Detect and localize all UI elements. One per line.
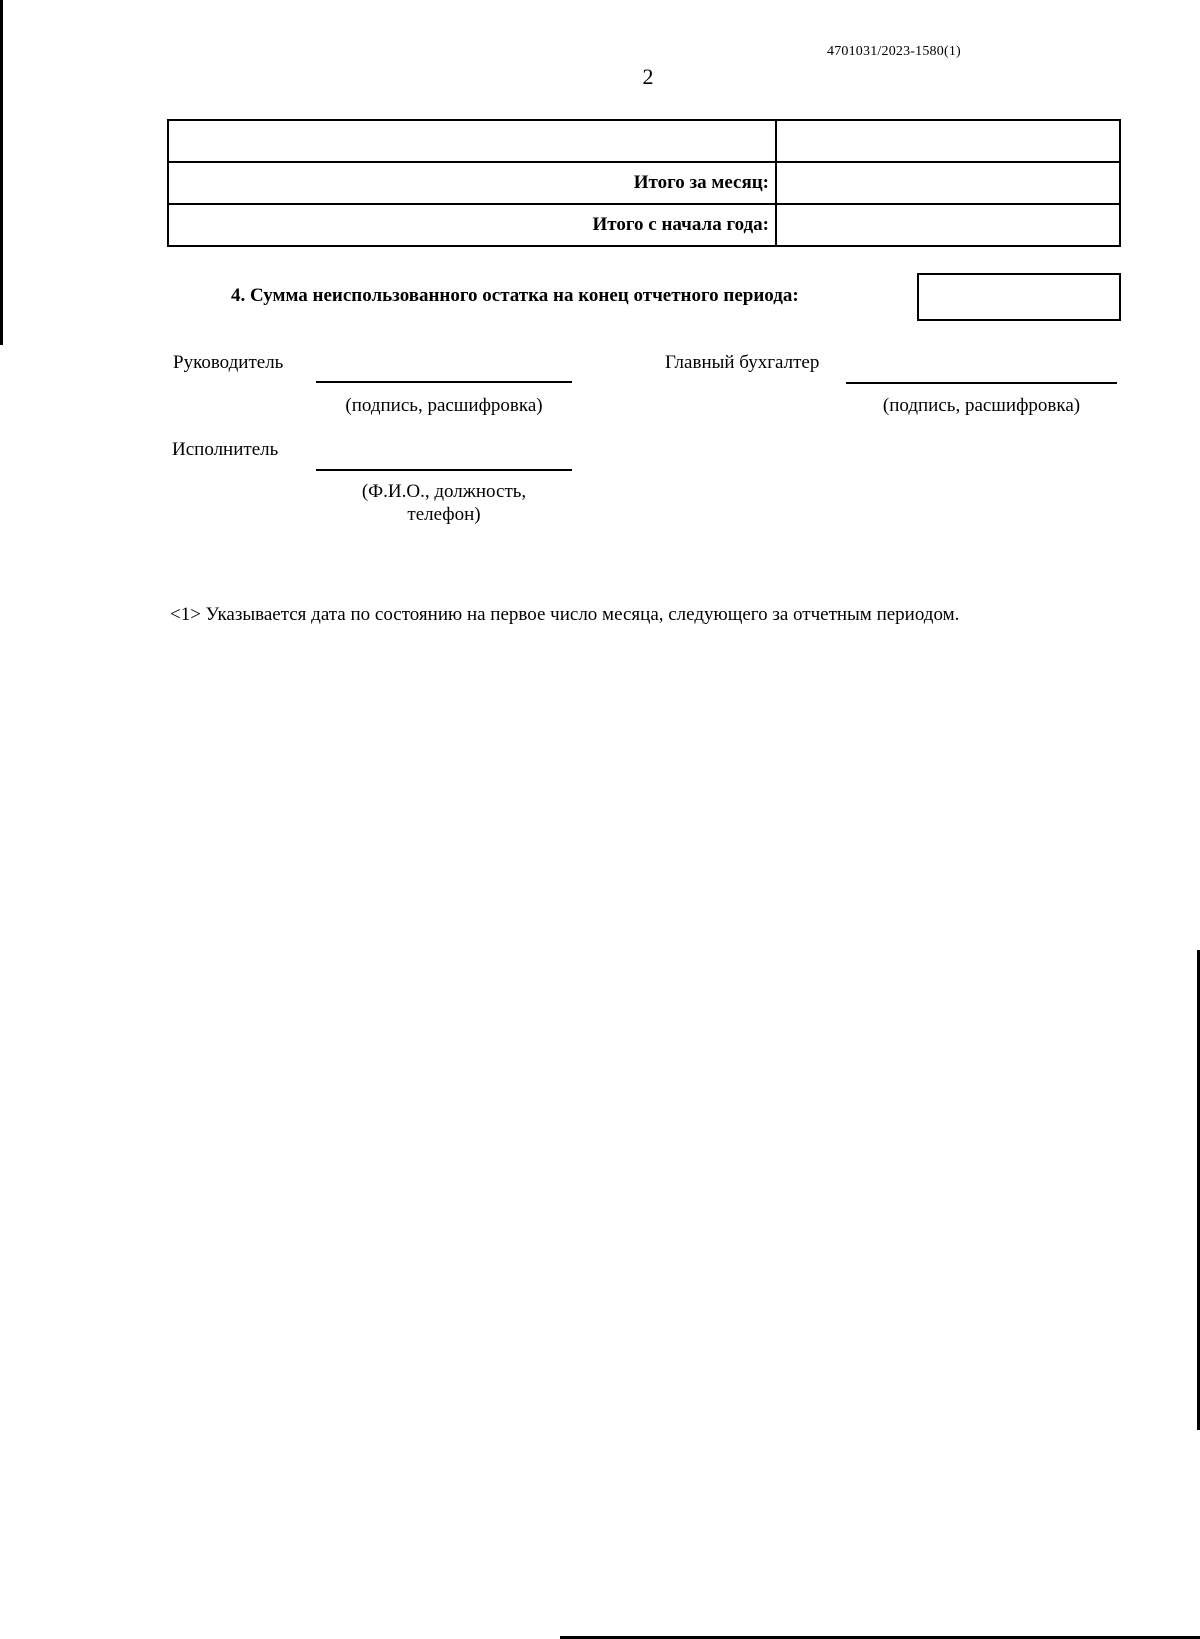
section4-label: 4. Сумма неиспользованного остатка на конец отчетного периода:: [231, 285, 799, 306]
row-label-month-total: Итого за месяц:: [168, 162, 776, 204]
totals-table: [167, 119, 1121, 247]
row-value-month-total: [776, 162, 1120, 204]
footnote: <1> Указывается дата по состоянию на первое число месяца, следующего за отчетным периодом.: [170, 604, 960, 625]
scan-edge-left: [0, 0, 3, 345]
executor-signature-line: [316, 469, 572, 471]
table-row: [168, 204, 1120, 246]
row-label-year-total: Итого с начала года:: [168, 204, 776, 246]
table-row: [168, 120, 1120, 162]
row-value: [776, 120, 1120, 162]
accountant-signature-line: [846, 382, 1117, 384]
executor-caption-line1: (Ф.И.О., должность,: [361, 481, 527, 502]
head-label: Руководитель: [173, 352, 284, 373]
row-label: [168, 120, 776, 162]
executor-caption-line2: телефон): [407, 504, 481, 525]
accountant-caption: (подпись, расшифровка): [882, 395, 1081, 416]
table-row: [168, 162, 1120, 204]
head-signature-line: [316, 381, 572, 383]
executor-label: Исполнитель: [172, 439, 279, 460]
row-value-year-total: [776, 204, 1120, 246]
section4-value-box: [917, 273, 1121, 321]
head-caption: (подпись, расшифровка): [345, 395, 543, 416]
document-number: 4701031/2023-1580(1): [827, 44, 961, 59]
page-number: 2: [642, 64, 654, 89]
accountant-label: Главный бухгалтер: [665, 352, 820, 373]
